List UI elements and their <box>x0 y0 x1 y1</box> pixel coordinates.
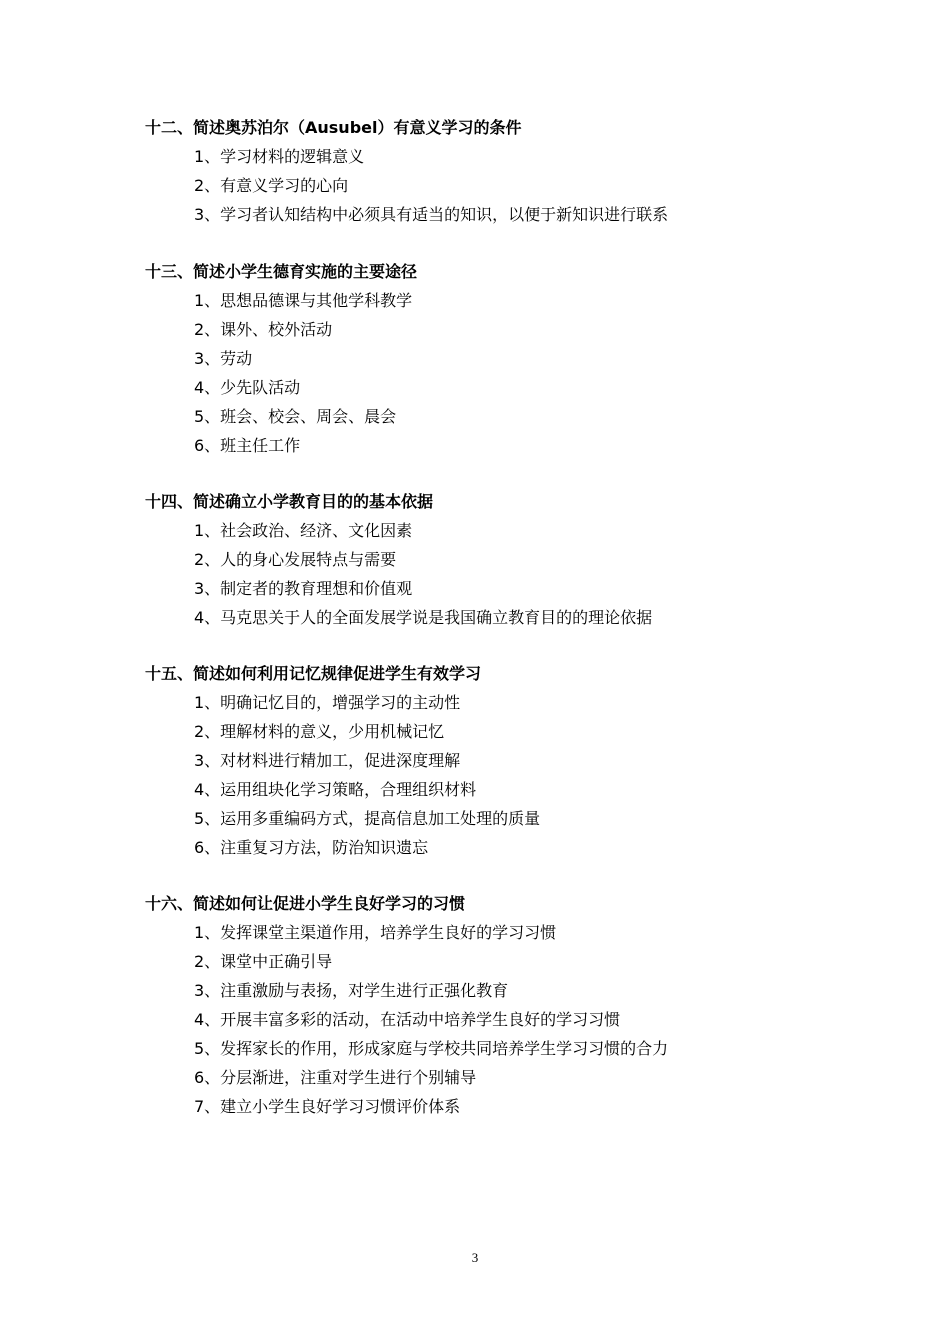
list-item: 2、人的身心发展特点与需要 <box>194 550 397 569</box>
list-item: 6、分层渐进，注重对学生进行个别辅导 <box>194 1068 477 1087</box>
list-item: 3、注重激励与表扬，对学生进行正强化教育 <box>194 981 509 1000</box>
list-item: 4、运用组块化学习策略，合理组织材料 <box>194 780 477 799</box>
list-item: 5、运用多重编码方式，提高信息加工处理的质量 <box>194 809 541 828</box>
list-item: 6、班主任工作 <box>194 436 301 455</box>
list-item: 4、马克思关于人的全面发展学说是我国确立教育目的的理论依据 <box>194 608 653 627</box>
list-item: 4、开展丰富多彩的活动，在活动中培养学生良好的学习习惯 <box>194 1010 621 1029</box>
section-heading: 十六、简述如何让促进小学生良好学习的习惯 <box>145 894 466 913</box>
list-item: 7、建立小学生良好学习习惯评价体系 <box>194 1097 461 1116</box>
list-item: 2、理解材料的意义，少用机械记忆 <box>194 722 445 741</box>
list-item: 1、明确记忆目的，增强学习的主动性 <box>194 693 461 712</box>
list-item: 5、发挥家长的作用，形成家庭与学校共同培养学生学习习惯的合力 <box>194 1039 669 1058</box>
list-item: 2、有意义学习的心向 <box>194 176 349 195</box>
list-item: 3、学习者认知结构中必须具有适当的知识，以便于新知识进行联系 <box>194 205 669 224</box>
list-item: 1、学习材料的逻辑意义 <box>194 147 365 166</box>
list-item: 6、注重复习方法，防治知识遗忘 <box>194 838 429 857</box>
list-item: 4、少先队活动 <box>194 378 301 397</box>
section-heading: 十三、简述小学生德育实施的主要途径 <box>145 262 418 281</box>
section-heading: 十四、简述确立小学教育目的的基本依据 <box>145 492 434 511</box>
list-item: 3、制定者的教育理想和价值观 <box>194 579 413 598</box>
section-heading: 十二、简述奥苏泊尔（Ausubel）有意义学习的条件 <box>145 118 522 137</box>
list-item: 5、班会、校会、周会、晨会 <box>194 407 397 426</box>
section-heading: 十五、简述如何利用记忆规律促进学生有效学习 <box>145 664 482 683</box>
list-item: 2、课外、校外活动 <box>194 320 333 339</box>
list-item: 3、对材料进行精加工，促进深度理解 <box>194 751 461 770</box>
list-item: 1、社会政治、经济、文化因素 <box>194 521 413 540</box>
list-item: 2、课堂中正确引导 <box>194 952 333 971</box>
list-item: 3、劳动 <box>194 349 253 368</box>
list-item: 1、思想品德课与其他学科教学 <box>194 291 413 310</box>
list-item: 1、发挥课堂主渠道作用，培养学生良好的学习习惯 <box>194 923 557 942</box>
page-number: 3 <box>471 1250 479 1265</box>
